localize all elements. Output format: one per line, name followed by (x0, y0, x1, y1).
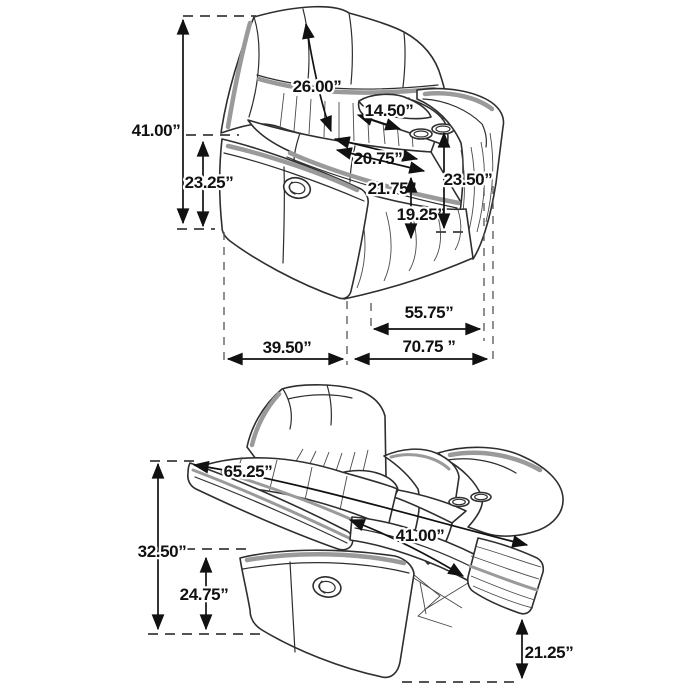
reclined-left-arm (240, 550, 414, 677)
recliner-linkage (408, 570, 468, 627)
dim-overall-depth-label: 39.50” (262, 338, 312, 357)
dim-footrest-floor-height (522, 620, 573, 678)
dim-cupholder-height-label: 23.50” (443, 170, 493, 189)
dim-overall-height-label: 41.00” (131, 121, 181, 140)
dim-seating-width-label: 55.75” (404, 303, 454, 322)
upright-view (132, 7, 504, 365)
dim-seat-height-label: 19.25” (396, 205, 446, 224)
dim-reclined-height (138, 464, 187, 629)
dim-back-height-label: 26.00” (292, 77, 342, 96)
dim-arm-height-label: 23.25” (184, 173, 234, 192)
cupholder-icon (449, 498, 469, 507)
dim-seating-width (374, 303, 480, 329)
dim-footrest-platform-height-label: 24.75” (179, 585, 229, 604)
dim-footrest-platform-height (180, 558, 229, 629)
dim-overall-depth (228, 338, 343, 359)
cupholder-icon (471, 493, 491, 502)
dim-reclined-length-label: 65.25” (223, 462, 273, 481)
dim-overall-width-label: 70.75 ” (402, 337, 456, 356)
dim-seat-width-label: 20.75” (353, 149, 403, 168)
dim-footrest-extension-label: 41.00” (395, 526, 445, 545)
dim-overall-width (355, 337, 487, 359)
dim-seat-depth-label: 21.75” (367, 179, 417, 198)
dim-reclined-height-label: 32.50” (137, 542, 187, 561)
cupholder-icon (410, 129, 432, 139)
dim-console-width-label: 14.50” (364, 101, 414, 120)
dim-overall-height (132, 20, 183, 223)
reclined-view (138, 385, 574, 682)
dim-footrest-floor-height-label: 21.25” (524, 643, 574, 662)
